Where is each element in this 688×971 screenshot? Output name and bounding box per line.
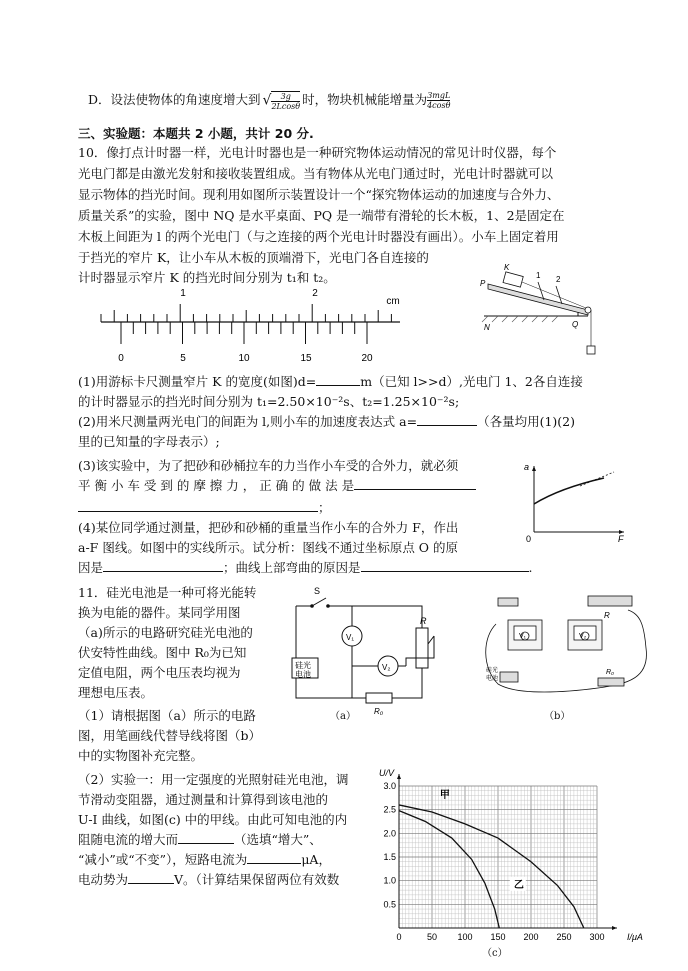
circuit-a-caption: （a） — [330, 711, 356, 722]
q11-part2-line4 — [78, 830, 322, 848]
q10-line-4: 质量关系”的实验，图中 NQ 是水平桌面、PQ 是一端带有滑轮的长木板，1、2是固定在 — [78, 208, 565, 223]
q10-part4-d: ；曲线上部弯曲的原因是 — [223, 560, 361, 575]
section-title: 三、实验题：本题共 2 小题，共计 20 分. — [78, 126, 314, 141]
q11-part1-line2: 图，用笔画线代替导线将图（b） — [78, 728, 262, 743]
b-label-v1: V₁ — [519, 633, 527, 640]
q10-part1-line1 — [78, 372, 583, 390]
apparatus-label-K: K — [504, 263, 510, 272]
vernier-label-20: 20 — [361, 353, 373, 364]
v1-label: V₁ — [346, 633, 355, 642]
answer-blank-emf[interactable] — [128, 871, 174, 884]
y-tick-label: 1.5 — [383, 852, 396, 862]
q10-part3-b: 平 衡 小 车 受 到 的 摩 擦 力 ， 正 确 的 做 法 是 — [78, 478, 355, 493]
answer-blank-resistance-trend[interactable] — [178, 831, 234, 844]
q10-part1-c: 的计时器显示的挡光时间分别为 t₁=2.50×10⁻²s、t₂=1.25×10⁻²s; — [78, 394, 460, 409]
x-tick-label: 150 — [490, 932, 506, 942]
answer-blank-bend-reason[interactable] — [361, 559, 529, 572]
y-axis-arrow — [397, 774, 401, 779]
answer-blank-a[interactable] — [417, 413, 477, 426]
q10-part4-c: 因是 — [78, 560, 104, 575]
q11-part1-line1: （1）请根据图（a）所示的电路 — [78, 708, 256, 723]
q11-part2-h: 电动势为 — [78, 872, 129, 887]
b-label-R0: R₀ — [606, 669, 615, 676]
sqrt-expression: √ $\frac{3g}{2Lcos\theta}$ — [262, 91, 301, 111]
x-axis-arrow — [612, 926, 617, 930]
x-tick-label: 300 — [589, 932, 605, 942]
q10-part2-a: (2)用米尺测量两光电门的间距为 l,则小车的加速度表达式 a= — [78, 414, 418, 429]
b-label-v2: V₂ — [579, 633, 587, 640]
q10-part4-b: a-F 图线。如图中的实线所示。试分析：图线不通过坐标原点 O 的原 — [78, 540, 459, 555]
y-tick-label: 2.5 — [383, 804, 396, 815]
resistor-label: R₀ — [374, 707, 384, 716]
answer-blank-origin-reason[interactable] — [103, 559, 223, 572]
option-d — [88, 90, 450, 111]
answer-blank-friction-1[interactable] — [354, 477, 476, 490]
q10-part4-line3 — [78, 558, 533, 576]
q10-line-7: 计时器显示窄片 K 的挡光时间分别为 t₁和 t₂。 — [78, 270, 336, 285]
fraction-numerator: 3mgL — [427, 91, 451, 100]
x-tick-label: 100 — [457, 932, 473, 942]
q10-line-1: 10．像打点计时器一样，光电计时器也是一种研究物体运动情况的常见计时仪器，每个 — [78, 145, 557, 160]
main-label-2: 2 — [312, 288, 318, 299]
y-tick-label: 3.0 — [383, 781, 396, 791]
q10-part3-c: ； — [318, 500, 331, 515]
q11-part2-b: 节滑动变阻器，通过测量和计算得到该电池的 — [78, 792, 329, 807]
x-tick-label: 0 — [396, 932, 402, 942]
series-line-yi — [399, 811, 499, 928]
q11-part2-d: 阻随电流的增大而 — [78, 832, 179, 847]
q11-part2-e: （选填“增大”、 — [234, 832, 322, 847]
y-tick-label: 1.0 — [383, 875, 396, 886]
q10-line-6: 于挡光的窄片 K，让小车从木板的顶端滑下，光电门各自连接的 — [78, 250, 429, 265]
q11-part2-c: U-I 曲线，如图(c) 中的甲线。由此可知电池的内 — [78, 812, 348, 827]
q10-part3-a: (3)该实验中，为了把砂和砂桶拉车的力当作小车受的合外力，就必须 — [78, 458, 459, 473]
answer-blank-friction-2[interactable] — [78, 499, 318, 512]
q10-line-2: 光电门都是由激光发射和接收装置组成。当有物体从光电门通过时，光电计时器就可以 — [78, 166, 554, 181]
q10-part3-line2 — [78, 476, 476, 494]
fraction-expression — [427, 91, 450, 110]
vernier-label-15: 15 — [300, 353, 312, 364]
b-label-battery-2: 电池 — [486, 676, 499, 682]
q10-part4-a: (4)某位同学通过测量，把砂和砂桶的重量当作小车的合外力 F，作出 — [78, 520, 459, 535]
option-d-mid: 时，物块机械能增量为 — [302, 92, 428, 107]
q11-line-2: 换为电能的器件。某同学用图 — [78, 605, 241, 620]
main-label-1: 1 — [180, 288, 186, 299]
sqrt-numerator: 3g — [271, 92, 300, 102]
q11-line-3: （a)所示的电路研究硅光电池的 — [78, 625, 253, 640]
apparatus-label-Q: Q — [572, 320, 579, 329]
q11-part1-line3: 中的实物图补充完整。 — [78, 748, 204, 763]
circuit-b-caption: （b） — [544, 711, 571, 722]
aF-xlabel: F — [618, 534, 624, 544]
vernier-label-10: 10 — [238, 353, 250, 364]
q10-line-5: 木板上间距为 l 的两个光电门（与之连接的两个光电计时器没有画出）。小车上固定着用 — [78, 229, 559, 244]
apparatus-label-P: P — [480, 279, 486, 288]
q11-line-6: 理想电压表。 — [78, 685, 154, 700]
y-tick-label: 2.0 — [383, 828, 396, 839]
q11-part2-i: V。（计算结果保留两位有效数 — [174, 872, 340, 887]
switch-label: S — [314, 586, 321, 596]
x-tick-label: 250 — [556, 932, 572, 942]
answer-blank-d[interactable] — [316, 373, 360, 386]
q10-part3-line3 — [78, 498, 331, 516]
unit-label: cm — [386, 296, 400, 307]
incline-apparatus — [478, 252, 608, 362]
x-tick-label: 50 — [426, 932, 438, 942]
x-axis-label: I/μA — [627, 932, 643, 942]
q11-line-1: 11．硅光电池是一种可将光能转 — [78, 585, 257, 600]
vernier-label-5: 5 — [180, 353, 186, 364]
sqrt-denominator: 2Lcosθ — [271, 101, 301, 111]
b-label-battery: 硅光 — [486, 668, 499, 674]
x-tick-label: 200 — [523, 932, 539, 942]
vernier-caliper — [95, 282, 415, 366]
aF-graph — [520, 458, 630, 544]
battery-label: 硅光 — [295, 661, 311, 670]
q10-part2-c: 里的已知量的字母表示）; — [78, 434, 220, 449]
y-axis-label: U/V — [379, 768, 395, 778]
q10-part2-line1 — [78, 412, 575, 430]
chart-caption: （c） — [482, 948, 508, 959]
answer-blank-short-current[interactable] — [247, 851, 301, 864]
q10-part4-e: . — [528, 560, 533, 575]
fraction-denominator: 4cosθ — [427, 101, 451, 110]
apparatus-label-N: N — [484, 323, 490, 332]
q11-line-5: 定值电阻，两个电压表均视为 — [78, 665, 241, 680]
q10-part1-b: m（已知 l>>d）,光电门 1、2各自连接 — [360, 374, 583, 389]
q11-part2-line6 — [78, 870, 339, 888]
aF-origin: 0 — [526, 534, 532, 544]
series-label-jia: 甲 — [439, 789, 450, 801]
aF-ylabel: a — [524, 462, 530, 472]
q11-part2-f: “减小”或“不变”），短路电流为 — [78, 852, 248, 867]
v2-label: V₂ — [382, 663, 391, 672]
q10-part2-b: （各量均用(1)(2) — [477, 414, 575, 429]
circuit-diagram-a — [282, 586, 444, 716]
vernier-label-0: 0 — [118, 353, 124, 364]
b-label-R: R — [604, 611, 610, 620]
series-label-yi: 乙 — [513, 879, 524, 891]
rheostat-label: R — [420, 616, 427, 626]
circuit-diagram-b — [478, 588, 658, 706]
q11-part2-line5 — [78, 850, 331, 868]
option-d-label: D．设法使物体的角速度增大到 — [88, 92, 261, 107]
q11-part2-g: μA， — [301, 852, 331, 867]
q10-part1-a: (1)用游标卡尺测量窄片 K 的宽度(如图)d= — [78, 374, 317, 389]
apparatus-label-2: 2 — [556, 275, 561, 284]
q11-line-4: 伏安特性曲线。图中 R₀为已知 — [78, 645, 247, 660]
battery-label-2: 电池 — [295, 670, 311, 679]
ui-chart — [374, 764, 664, 960]
q11-part2-a: （2）实验一：用一定强度的光照射硅光电池，调 — [78, 772, 349, 787]
apparatus-label-1: 1 — [536, 271, 541, 280]
y-tick-label: 0.5 — [383, 899, 396, 910]
q10-line-3: 显示物体的挡光时间。现利用如图所示装置设计一个“探究物体运动的加速度与合外力、 — [78, 187, 560, 202]
